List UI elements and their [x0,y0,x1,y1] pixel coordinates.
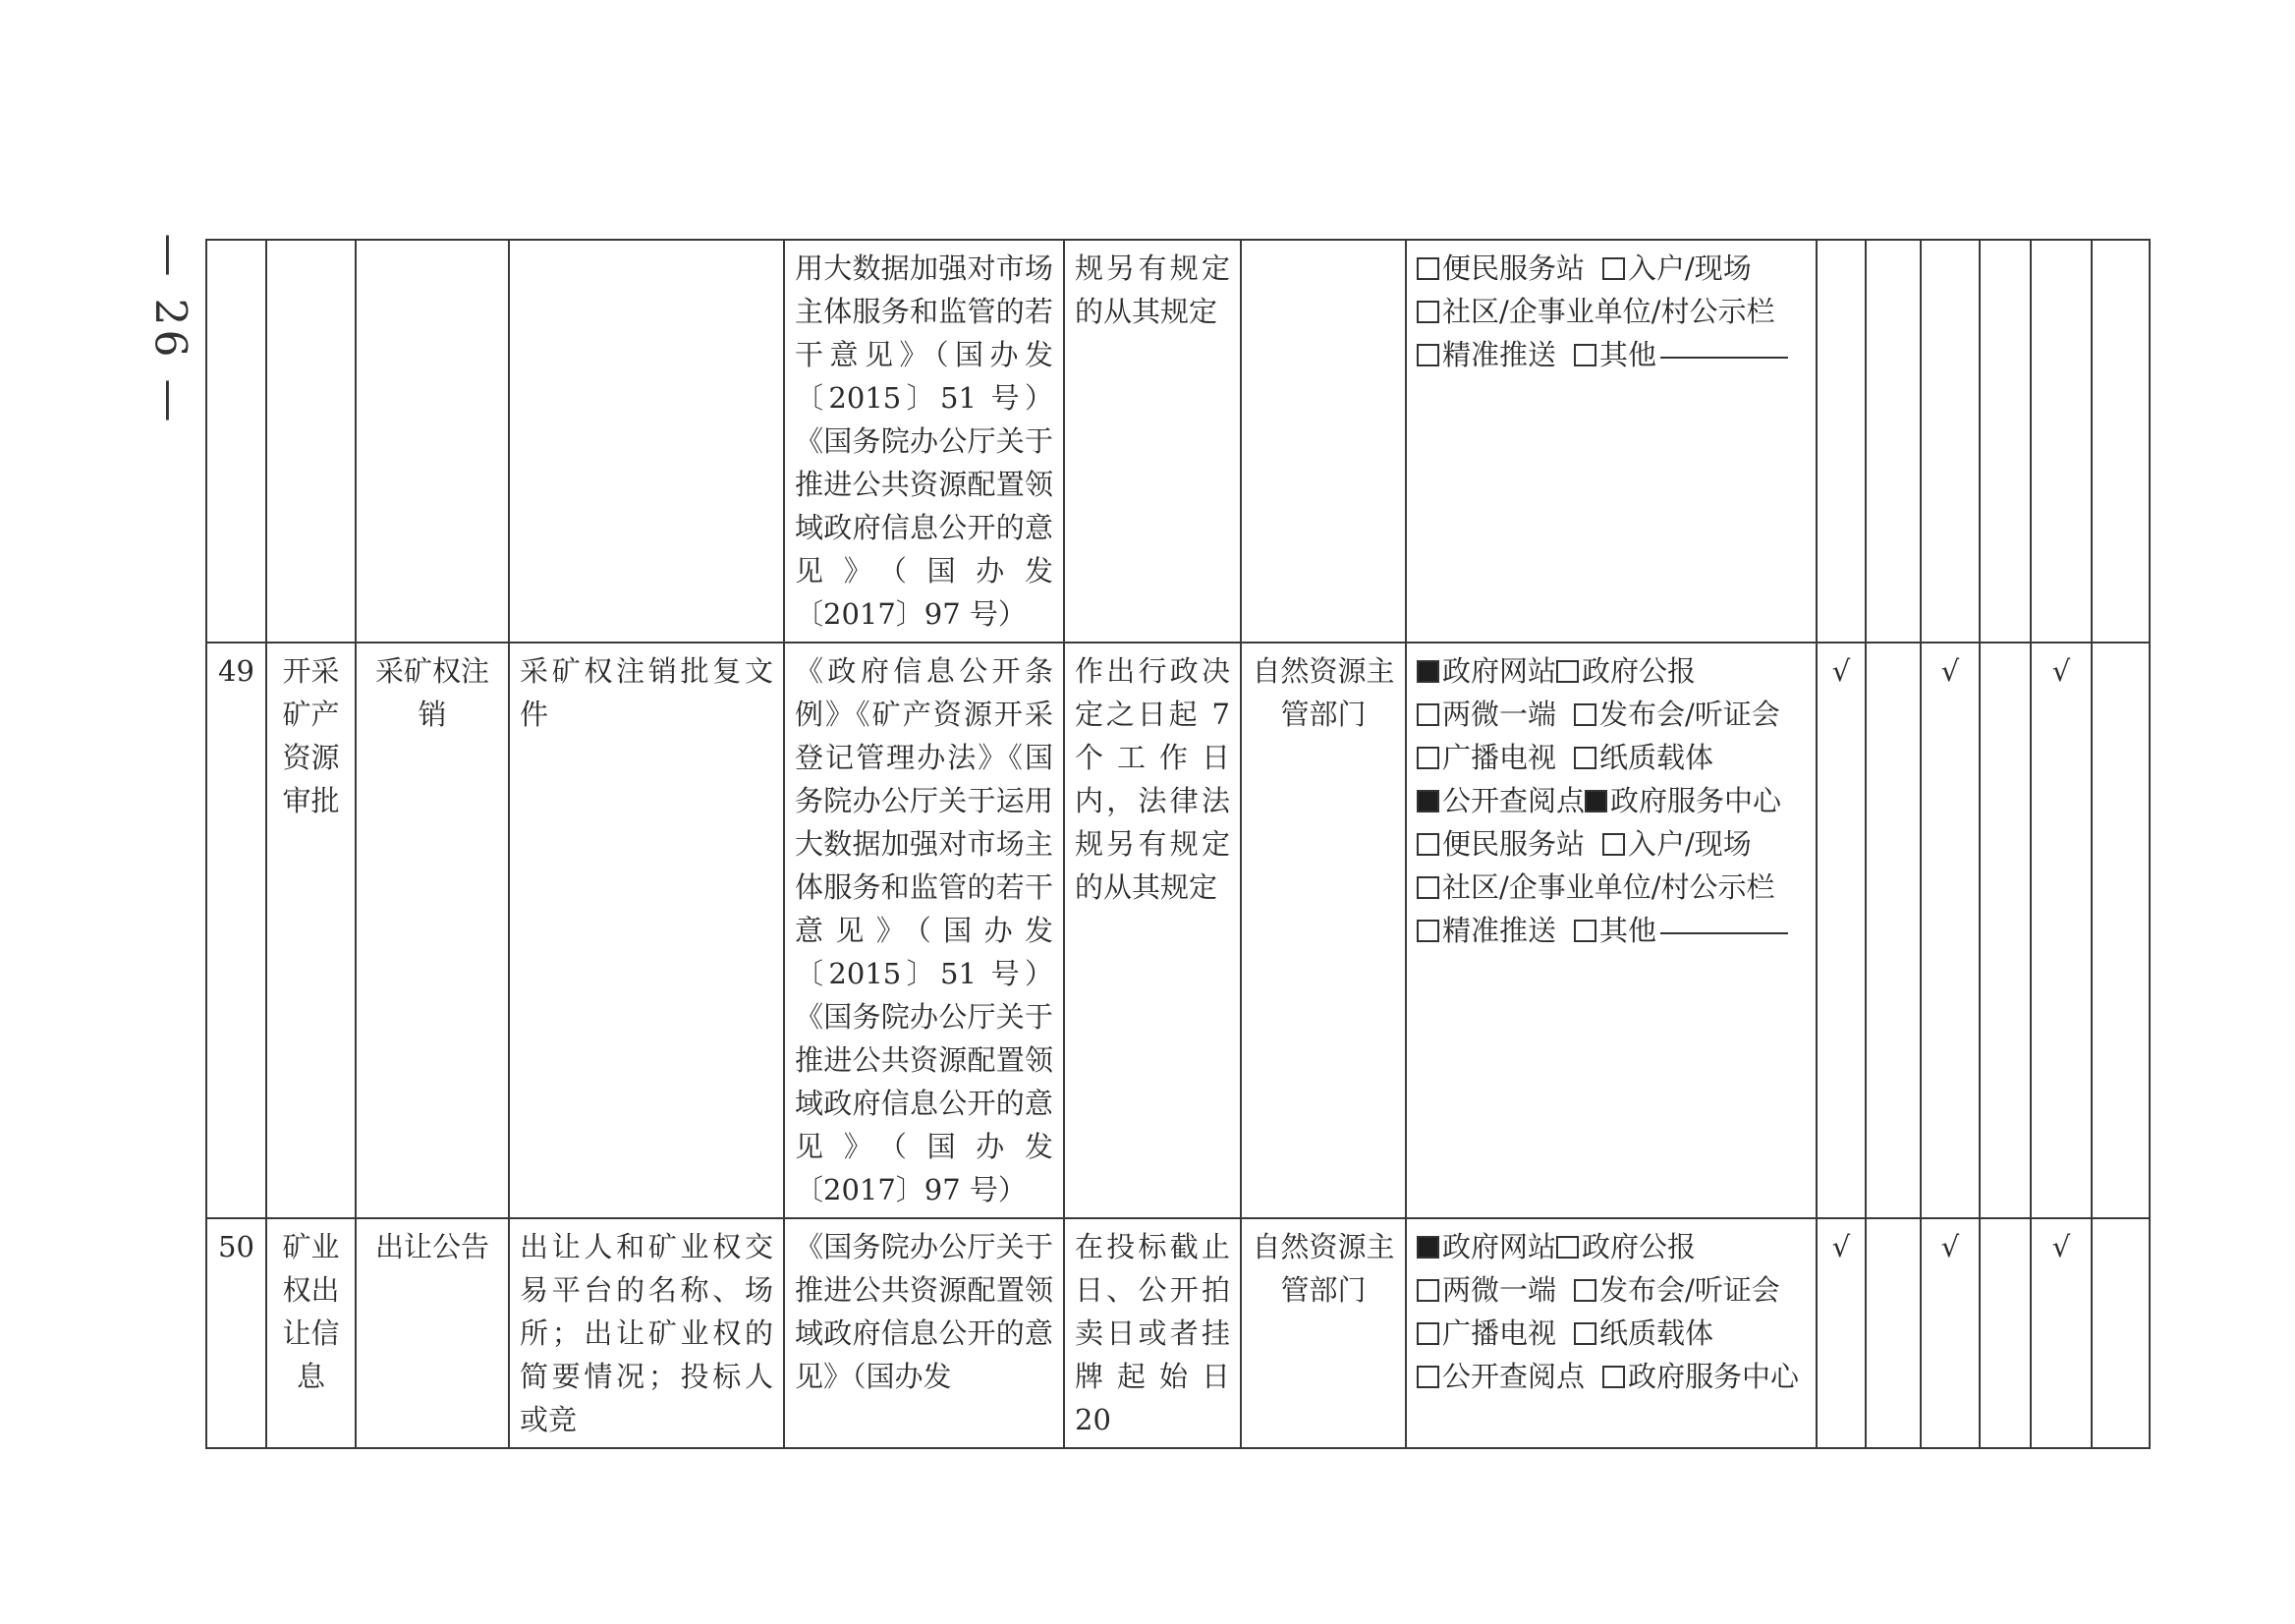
unchecked-box-icon [1417,876,1439,899]
checked-box-icon [1417,660,1439,683]
row-channels [1406,1218,1817,1448]
channel-label: 政府服务中心 [1610,784,1782,817]
unchecked-box-icon [1556,1236,1579,1259]
unchecked-box-icon [1417,1366,1439,1388]
disclosure-table [205,239,2151,1449]
row-index: 50 [206,1218,266,1448]
unchecked-box-icon [1417,747,1439,769]
table-row [206,1218,2150,1448]
channel-line [1417,866,1806,909]
channel-label: 广播电视 [1442,1316,1557,1350]
unchecked-box-icon [1417,920,1439,942]
row-mark [1980,1218,2031,1448]
unchecked-box-icon [1574,1279,1596,1302]
row-category: 矿业权出让信息 [266,1218,356,1448]
unchecked-box-icon [1556,660,1579,683]
row-timeframe: 规另有规定的从其规定 [1064,240,1241,643]
row-content [509,240,784,643]
row-mark: √ [1817,1218,1866,1448]
unchecked-box-icon [1574,747,1596,769]
page-number: — 26 — [144,233,196,425]
channel-label: 入户/现场 [1628,252,1752,285]
row-content: 出让人和矿业权交易平台的名称、场所；出让矿业权的简要情况；投标人或竞 [509,1218,784,1448]
unchecked-box-icon [1417,301,1439,323]
checked-box-icon [1417,790,1439,812]
channel-line [1417,290,1806,333]
channel-label: 政府网站 [1442,654,1557,688]
unchecked-box-icon [1574,1322,1596,1345]
unchecked-box-icon [1602,833,1625,856]
channel-label: 政府网站 [1442,1230,1557,1263]
checked-box-icon [1417,1236,1439,1259]
channel-line [1417,693,1806,736]
channel-label: 精准推送 [1442,338,1557,371]
row-basis: 《政府信息公开条例》《矿产资源开采登记管理办法》《国务院办公厅关于运用大数据加强对市场主体服务和监管的若干意见》（国办发〔2015〕51 号）《国务院办公厅关于推进公共资源配置领域政府信息公开的意见》（国办发〔2017〕97 号） [784,643,1064,1218]
row-basis: 《国务院办公厅关于推进公共资源配置领域政府信息公开的意见》（国办发 [784,1218,1064,1448]
channel-line [1417,736,1806,779]
channel-label: 公开查阅点 [1442,1360,1586,1393]
channel-label: 广播电视 [1442,741,1557,774]
channel-label: 公开查阅点 [1442,784,1586,817]
row-mark [2031,240,2092,643]
channel-line [1417,909,1806,952]
unchecked-box-icon [1417,833,1439,856]
row-timeframe: 在投标截止日、公开拍卖日或者挂牌起始日 20 [1064,1218,1241,1448]
row-item: 采矿权注销 [356,643,509,1218]
row-category [266,240,356,643]
channel-label: 政府公报 [1582,654,1697,688]
channel-label: 两微一端 [1442,1273,1557,1307]
row-item: 出让公告 [356,1218,509,1448]
channel-line [1417,333,1806,376]
channel-label: 社区/企事业单位/村公示栏 [1442,295,1775,328]
row-category: 开采矿产资源审批 [266,643,356,1218]
channel-line [1417,247,1806,290]
channel-label: 发布会/听证会 [1599,1273,1780,1307]
channel-label: 入户/现场 [1628,827,1752,861]
channel-line [1417,1355,1806,1398]
unchecked-box-icon [1574,344,1596,366]
row-mark: √ [1921,643,1980,1218]
unchecked-box-icon [1417,1279,1439,1302]
row-basis: 用大数据加强对市场主体服务和监管的若干意见》（国办发〔2015〕51 号）《国务院办公厅关于推进公共资源配置领域政府信息公开的意见》（国办发〔2017〕97 号） [784,240,1064,643]
row-mark [1866,1218,1921,1448]
channel-label: 社区/企事业单位/村公示栏 [1442,870,1775,904]
channel-label: 其他 [1599,338,1657,371]
unchecked-box-icon [1602,1366,1625,1388]
unchecked-box-icon [1574,703,1596,726]
row-mark [1921,240,1980,643]
row-mark: √ [1817,643,1866,1218]
unchecked-box-icon [1574,920,1596,942]
row-department: 自然资源主管部门 [1241,1218,1406,1448]
row-mark [1817,240,1866,643]
unchecked-box-icon [1417,703,1439,726]
channel-label: 便民服务站 [1442,827,1586,861]
blank-underline [1660,931,1788,934]
channel-line [1417,1312,1806,1355]
row-mark [2092,240,2150,643]
channel-line [1417,649,1806,693]
unchecked-box-icon [1602,257,1625,280]
channel-label: 其他 [1599,914,1657,947]
channel-label: 政府公报 [1582,1230,1697,1263]
row-index [206,240,266,643]
channel-label: 政府服务中心 [1628,1360,1800,1393]
unchecked-box-icon [1417,344,1439,366]
channel-label: 发布会/听证会 [1599,698,1780,731]
unchecked-box-icon [1417,257,1439,280]
row-timeframe: 作出行政决定之日起 7 个工作日内，法律法规另有规定的从其规定 [1064,643,1241,1218]
unchecked-box-icon [1417,1322,1439,1345]
row-mark: √ [1921,1218,1980,1448]
channel-line [1417,1225,1806,1268]
row-mark [1980,240,2031,643]
row-department [1241,240,1406,643]
channel-label: 精准推送 [1442,914,1557,947]
channel-line [1417,822,1806,866]
channel-line [1417,1268,1806,1312]
row-index: 49 [206,643,266,1218]
channel-label: 两微一端 [1442,698,1557,731]
row-item [356,240,509,643]
channel-line [1417,779,1806,822]
row-mark [2092,643,2150,1218]
checked-box-icon [1585,790,1607,812]
row-mark: √ [2031,643,2092,1218]
row-department: 自然资源主管部门 [1241,643,1406,1218]
row-mark: √ [2031,1218,2092,1448]
table-row [206,643,2150,1218]
row-mark [2092,1218,2150,1448]
row-channels [1406,240,1817,643]
row-mark [1866,240,1921,643]
channel-label: 纸质载体 [1599,741,1714,774]
channel-label: 便民服务站 [1442,252,1586,285]
blank-underline [1660,356,1788,359]
row-mark [1866,643,1921,1218]
row-content: 采矿权注销批复文件 [509,643,784,1218]
row-channels [1406,643,1817,1218]
table-row [206,240,2150,643]
channel-label: 纸质载体 [1599,1316,1714,1350]
row-mark [1980,643,2031,1218]
